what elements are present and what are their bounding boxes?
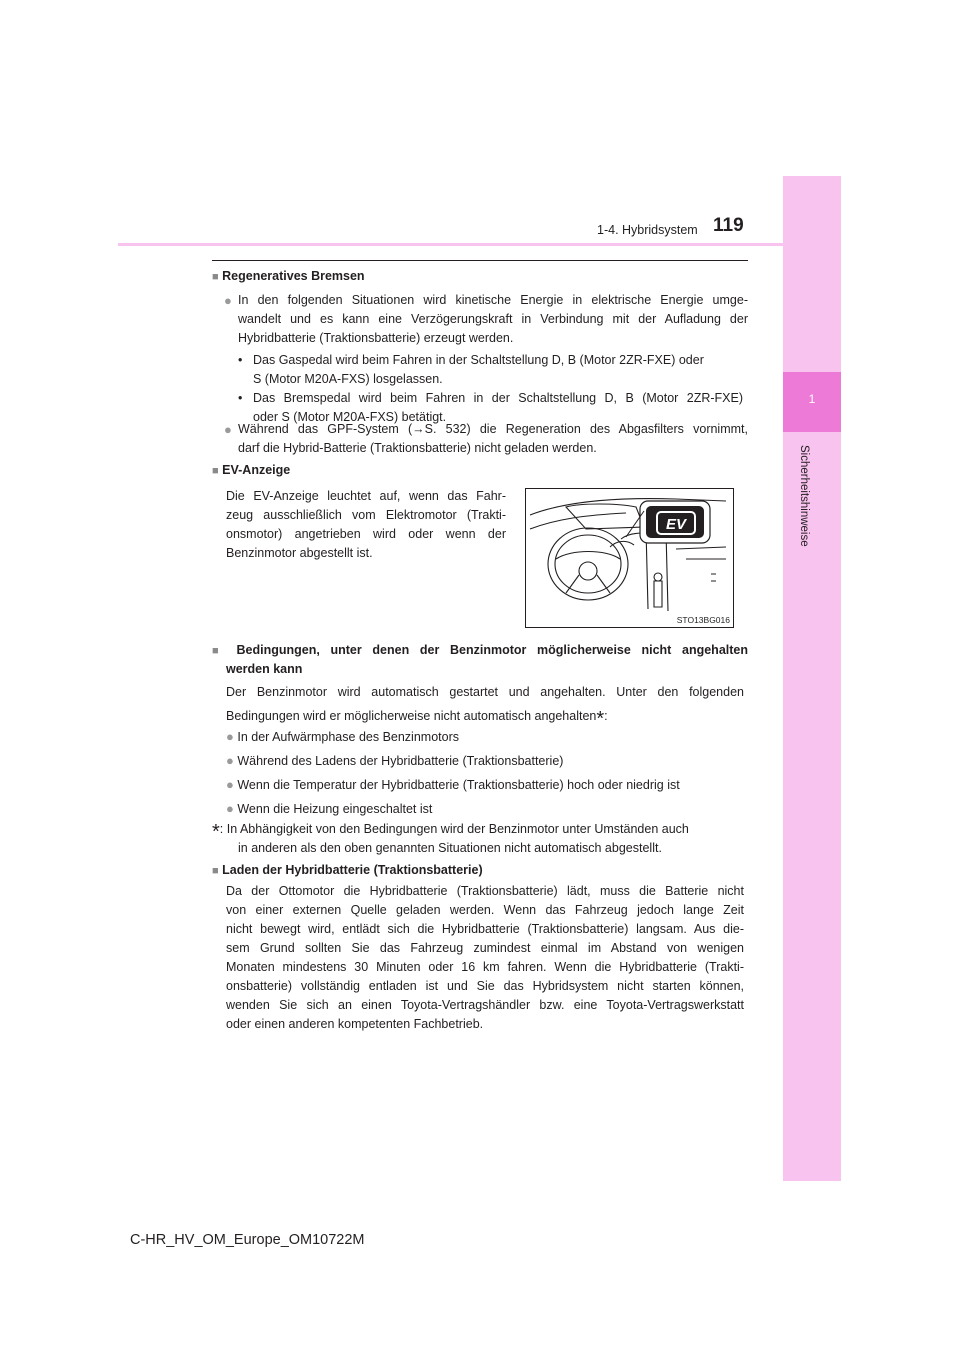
charging-line: von einer externen Quelle geladen werden. Wenn das Fahrzeug jedoch lange Zeit: [226, 903, 744, 917]
chapter-title: Sicherheitshinweise: [798, 445, 810, 547]
heading-conditions-line1: ■ Bedingungen, unter denen der Benzinmotor möglicherweise nicht angehalten: [212, 643, 748, 657]
heading-ev: ■ EV-Anzeige: [212, 463, 291, 477]
regen-sub2-line2: oder S (Motor M20A-FXS) betätigt.: [253, 410, 447, 424]
charging-line: wenden Sie sich an einen Toyota-Vertragshändler bzw. eine Toyota-Vertragswerkstatt: [226, 998, 744, 1012]
bullet-dot-icon: ●: [226, 777, 234, 792]
document-id: C-HR_HV_OM_Europe_OM10722M: [130, 1232, 365, 1248]
regen-sub2-line1: Das Bremspedal wird beim Fahren in der Schaltstellung D, B (Motor 2ZR-FXE): [253, 391, 743, 405]
square-bullet-icon: ■: [212, 465, 219, 477]
section-title: 1-4. Hybridsystem: [597, 223, 698, 237]
bullet-dot-icon: ●: [224, 422, 232, 437]
asterisk-icon: *: [212, 821, 220, 843]
ev-text-line2: zeug ausschließlich vom Elektromotor (Trakti-: [226, 508, 506, 522]
ev-text-line1: Die EV-Anzeige leuchtet auf, wenn das Fahr-: [226, 489, 506, 503]
regen-bullet1-line1: In den folgenden Situationen wird kinetische Energie in elektrische Energie umge-: [238, 293, 748, 307]
square-bullet-icon: ■: [212, 865, 219, 877]
heading-conditions-line2: werden kann: [226, 662, 303, 676]
footnote-line2: in anderen als den oben genannten Situationen nicht automatisch abgestellt.: [238, 841, 662, 855]
charging-line: nicht bewegt wird, entlädt sich die Hybridbatterie (Traktionsbatterie) langsam. Aus die-: [226, 922, 744, 936]
sub-bullet-icon: •: [238, 391, 243, 405]
regen-sub1-line1: Das Gaspedal wird beim Fahren in der Schaltstellung D, B (Motor 2ZR-FXE) oder: [253, 353, 704, 367]
regen-sub1-line2: S (Motor M20A-FXS) losgelassen.: [253, 372, 443, 386]
list-item: ● Wenn die Temperatur der Hybridbatterie (Traktionsbatterie) hoch oder niedrig ist: [226, 777, 680, 792]
content-top-rule: [212, 260, 748, 261]
arrow-right-icon: →: [412, 422, 425, 436]
asterisk-icon: *: [596, 708, 605, 730]
dashboard-illustration: [526, 489, 733, 627]
heading-regen: ■ Regeneratives Bremsen: [212, 269, 365, 283]
chapter-sidebar: [783, 176, 841, 1181]
regen-bullet2-line1: Während das GPF-System (→S. 532) die Regeneration des Abgasfilters vornimmt,: [238, 422, 748, 436]
regen-bullet1-line3: Hybridbatterie (Traktionsbatterie) erzeugt werden.: [238, 331, 514, 345]
ev-text-line3: onsmotor) angetrieben wird oder wenn der: [226, 527, 506, 541]
conditions-intro-line2: Bedingungen wird er möglicherweise nicht automatisch angehalten*:: [226, 708, 608, 730]
bullet-dot-icon: ●: [226, 729, 234, 744]
conditions-intro-line1: Der Benzinmotor wird automatisch gestartet und angehalten. Unter den folgenden: [226, 685, 744, 699]
page-number: 119: [713, 215, 744, 236]
square-bullet-icon: ■: [212, 645, 226, 657]
list-item: ● Während des Ladens der Hybridbatterie (Traktionsbatterie): [226, 753, 564, 768]
chapter-number: 1: [808, 392, 816, 406]
bullet-dot-icon: ●: [224, 293, 232, 308]
square-bullet-icon: ■: [212, 271, 219, 283]
list-item: ● Wenn die Heizung eingeschaltet ist: [226, 801, 433, 816]
figure-code: STO13BG016: [676, 615, 730, 625]
ev-badge: EV: [656, 511, 696, 535]
regen-bullet1-line2: wandelt und es kann eine Verzögerungskraft in Verbindung mit der Aufladung der: [238, 312, 748, 326]
charging-line: Da der Ottomotor die Hybridbatterie (Traktionsbatterie) lädt, muss die Batterie nicht: [226, 884, 744, 898]
ev-indicator-figure: [525, 488, 734, 628]
header-divider: [118, 243, 783, 246]
regen-bullet2-line2: darf die Hybrid-Batterie (Traktionsbatterie) nicht geladen werden.: [238, 441, 597, 455]
charging-line: Monaten mindestens 30 Minuten oder 16 km fahren. Wenn die Hybridbatterie (Trakti-: [226, 960, 744, 974]
bullet-dot-icon: ●: [226, 753, 234, 768]
sub-bullet-icon: •: [238, 353, 243, 367]
charging-line: onsbatterie) vollständig entladen ist und Sie das Hybridsystem nicht starten können,: [226, 979, 744, 993]
charging-line-last: oder einen anderen kompetenten Fachbetrieb.: [226, 1017, 484, 1031]
footnote-line1: *: In Abhängigkeit von den Bedingungen wird der Benzinmotor unter Umständen auch: [212, 821, 689, 843]
ev-text-line4: Benzinmotor abgestellt ist.: [226, 546, 373, 560]
heading-charging: ■ Laden der Hybridbatterie (Traktionsbatterie): [212, 863, 483, 877]
bullet-dot-icon: ●: [226, 801, 234, 816]
charging-line: sem Grund sollten Sie das Fahrzeug zumindest einmal im Abstand von wenigen: [226, 941, 744, 955]
list-item: ● In der Aufwärmphase des Benzinmotors: [226, 729, 459, 744]
